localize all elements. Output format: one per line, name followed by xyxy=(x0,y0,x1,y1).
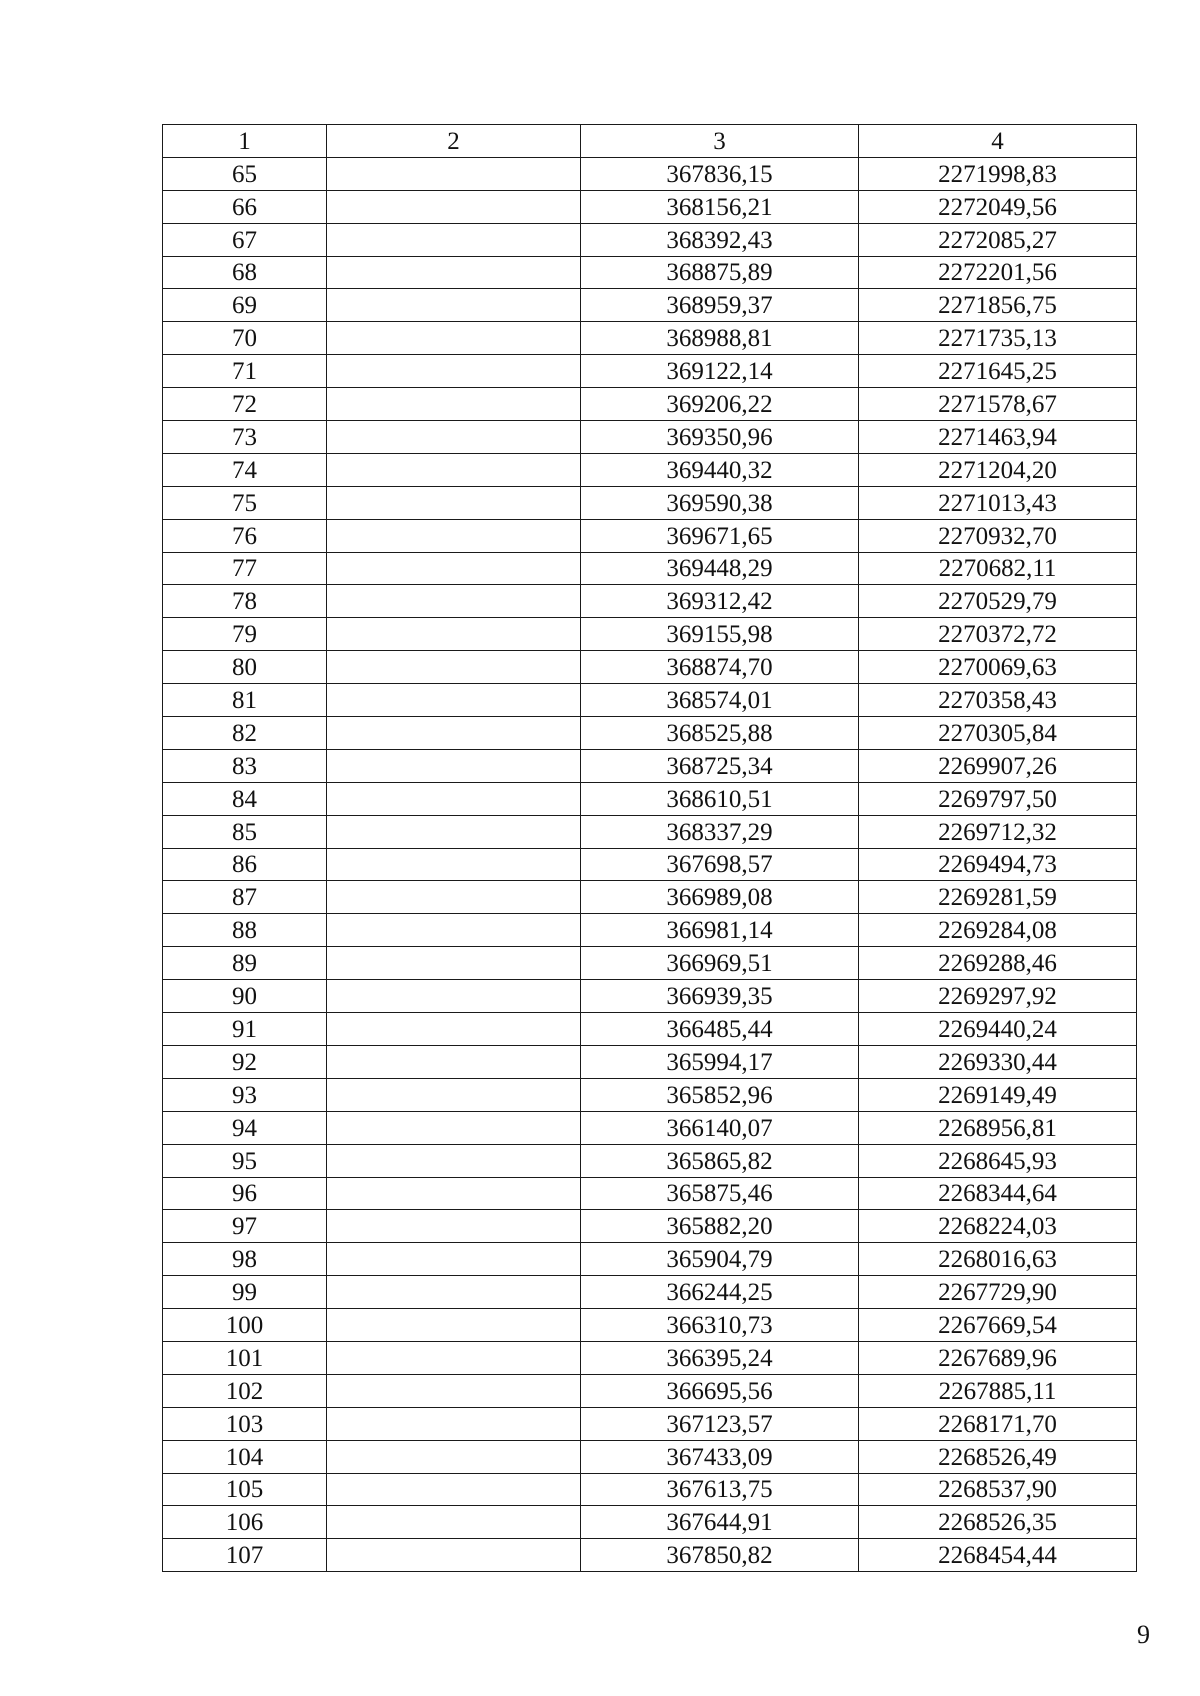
cell-coord-y: 2268526,35 xyxy=(859,1506,1137,1539)
cell-point-number: 98 xyxy=(163,1243,327,1276)
cell-empty xyxy=(327,519,581,552)
cell-coord-y: 2269330,44 xyxy=(859,1045,1137,1078)
table-row xyxy=(163,815,1137,848)
cell-empty xyxy=(327,749,581,782)
table-row xyxy=(163,914,1137,947)
cell-coord-y: 2270372,72 xyxy=(859,618,1137,651)
cell-coord-x: 368988,81 xyxy=(581,322,859,355)
cell-point-number: 99 xyxy=(163,1276,327,1309)
cell-coord-y: 2271645,25 xyxy=(859,355,1137,388)
cell-point-number: 104 xyxy=(163,1440,327,1473)
cell-coord-x: 366695,56 xyxy=(581,1374,859,1407)
cell-coord-x: 367433,09 xyxy=(581,1440,859,1473)
header-row xyxy=(163,125,1137,158)
cell-coord-x: 366485,44 xyxy=(581,1013,859,1046)
cell-coord-y: 2271463,94 xyxy=(859,421,1137,454)
cell-coord-y: 2270682,11 xyxy=(859,552,1137,585)
cell-point-number: 100 xyxy=(163,1309,327,1342)
cell-coord-y: 2267885,11 xyxy=(859,1374,1137,1407)
table-row xyxy=(163,684,1137,717)
cell-empty xyxy=(327,1341,581,1374)
cell-point-number: 84 xyxy=(163,782,327,815)
cell-coord-y: 2272085,27 xyxy=(859,223,1137,256)
table-row xyxy=(163,1013,1137,1046)
cell-empty xyxy=(327,1407,581,1440)
cell-coord-y: 2270932,70 xyxy=(859,519,1137,552)
cell-point-number: 65 xyxy=(163,157,327,190)
table-row xyxy=(163,1374,1137,1407)
table-row xyxy=(163,1243,1137,1276)
cell-empty xyxy=(327,881,581,914)
cell-point-number: 66 xyxy=(163,190,327,223)
table-row xyxy=(163,289,1137,322)
cell-coord-x: 368574,01 xyxy=(581,684,859,717)
cell-point-number: 95 xyxy=(163,1144,327,1177)
cell-coord-y: 2271013,43 xyxy=(859,486,1137,519)
cell-coord-x: 366989,08 xyxy=(581,881,859,914)
table-row xyxy=(163,1144,1137,1177)
cell-coord-x: 368337,29 xyxy=(581,815,859,848)
table-row xyxy=(163,388,1137,421)
table-row xyxy=(163,519,1137,552)
cell-coord-x: 369448,29 xyxy=(581,552,859,585)
cell-empty xyxy=(327,388,581,421)
cell-point-number: 83 xyxy=(163,749,327,782)
header-col-4: 4 xyxy=(859,125,1137,158)
cell-point-number: 107 xyxy=(163,1539,327,1572)
cell-point-number: 92 xyxy=(163,1045,327,1078)
cell-point-number: 72 xyxy=(163,388,327,421)
cell-point-number: 94 xyxy=(163,1111,327,1144)
cell-point-number: 90 xyxy=(163,980,327,1013)
cell-point-number: 74 xyxy=(163,453,327,486)
table-row xyxy=(163,947,1137,980)
cell-empty xyxy=(327,782,581,815)
cell-coord-x: 365875,46 xyxy=(581,1177,859,1210)
cell-coord-x: 366244,25 xyxy=(581,1276,859,1309)
cell-coord-x: 367123,57 xyxy=(581,1407,859,1440)
cell-empty xyxy=(327,914,581,947)
cell-empty xyxy=(327,848,581,881)
cell-point-number: 67 xyxy=(163,223,327,256)
cell-point-number: 68 xyxy=(163,256,327,289)
cell-coord-y: 2268526,49 xyxy=(859,1440,1137,1473)
cell-empty xyxy=(327,1506,581,1539)
cell-coord-y: 2268224,03 xyxy=(859,1210,1137,1243)
cell-empty xyxy=(327,1243,581,1276)
cell-point-number: 69 xyxy=(163,289,327,322)
cell-empty xyxy=(327,1111,581,1144)
cell-coord-x: 366310,73 xyxy=(581,1309,859,1342)
cell-coord-y: 2268016,63 xyxy=(859,1243,1137,1276)
cell-empty xyxy=(327,1440,581,1473)
table-row xyxy=(163,1210,1137,1243)
table-body xyxy=(163,157,1137,1571)
table-row xyxy=(163,355,1137,388)
table-row xyxy=(163,1539,1137,1572)
cell-coord-x: 367644,91 xyxy=(581,1506,859,1539)
cell-point-number: 103 xyxy=(163,1407,327,1440)
cell-coord-x: 366140,07 xyxy=(581,1111,859,1144)
cell-coord-x: 368392,43 xyxy=(581,223,859,256)
cell-point-number: 80 xyxy=(163,651,327,684)
cell-coord-y: 2271204,20 xyxy=(859,453,1137,486)
cell-point-number: 76 xyxy=(163,519,327,552)
cell-empty xyxy=(327,1374,581,1407)
header-col-1: 1 xyxy=(163,125,327,158)
cell-coord-x: 368525,88 xyxy=(581,717,859,750)
table-row xyxy=(163,1440,1137,1473)
cell-empty xyxy=(327,552,581,585)
cell-empty xyxy=(327,1177,581,1210)
cell-empty xyxy=(327,322,581,355)
table-row xyxy=(163,1309,1137,1342)
table-row xyxy=(163,223,1137,256)
cell-point-number: 86 xyxy=(163,848,327,881)
cell-empty xyxy=(327,585,581,618)
cell-point-number: 87 xyxy=(163,881,327,914)
cell-empty xyxy=(327,1144,581,1177)
cell-coord-y: 2268344,64 xyxy=(859,1177,1137,1210)
cell-coord-y: 2269297,92 xyxy=(859,980,1137,1013)
table-row xyxy=(163,453,1137,486)
table-row xyxy=(163,1276,1137,1309)
cell-coord-x: 368725,34 xyxy=(581,749,859,782)
table-row xyxy=(163,256,1137,289)
cell-point-number: 70 xyxy=(163,322,327,355)
table-row xyxy=(163,1111,1137,1144)
cell-coord-y: 2270069,63 xyxy=(859,651,1137,684)
cell-point-number: 73 xyxy=(163,421,327,454)
cell-coord-y: 2269284,08 xyxy=(859,914,1137,947)
cell-empty xyxy=(327,190,581,223)
cell-coord-y: 2270305,84 xyxy=(859,717,1137,750)
cell-point-number: 97 xyxy=(163,1210,327,1243)
table-row xyxy=(163,190,1137,223)
cell-coord-x: 366981,14 xyxy=(581,914,859,947)
cell-coord-x: 365882,20 xyxy=(581,1210,859,1243)
cell-coord-x: 368874,70 xyxy=(581,651,859,684)
cell-point-number: 105 xyxy=(163,1473,327,1506)
cell-coord-y: 2267669,54 xyxy=(859,1309,1137,1342)
cell-point-number: 88 xyxy=(163,914,327,947)
cell-coord-y: 2268537,90 xyxy=(859,1473,1137,1506)
cell-coord-x: 369206,22 xyxy=(581,388,859,421)
cell-coord-x: 366939,35 xyxy=(581,980,859,1013)
cell-coord-y: 2269288,46 xyxy=(859,947,1137,980)
table-row xyxy=(163,421,1137,454)
cell-empty xyxy=(327,980,581,1013)
cell-empty xyxy=(327,256,581,289)
cell-coord-x: 369122,14 xyxy=(581,355,859,388)
cell-empty xyxy=(327,453,581,486)
table-row xyxy=(163,1506,1137,1539)
cell-point-number: 78 xyxy=(163,585,327,618)
table-row xyxy=(163,552,1137,585)
cell-empty xyxy=(327,421,581,454)
cell-empty xyxy=(327,1210,581,1243)
cell-point-number: 82 xyxy=(163,717,327,750)
cell-coord-x: 369440,32 xyxy=(581,453,859,486)
cell-coord-y: 2271856,75 xyxy=(859,289,1137,322)
cell-coord-y: 2267689,96 xyxy=(859,1341,1137,1374)
cell-coord-x: 366969,51 xyxy=(581,947,859,980)
cell-coord-x: 368875,89 xyxy=(581,256,859,289)
table-row xyxy=(163,1078,1137,1111)
cell-coord-y: 2268171,70 xyxy=(859,1407,1137,1440)
cell-coord-x: 367850,82 xyxy=(581,1539,859,1572)
cell-point-number: 77 xyxy=(163,552,327,585)
cell-coord-y: 2268645,93 xyxy=(859,1144,1137,1177)
header-col-3: 3 xyxy=(581,125,859,158)
cell-coord-x: 368959,37 xyxy=(581,289,859,322)
cell-point-number: 93 xyxy=(163,1078,327,1111)
table-row xyxy=(163,486,1137,519)
cell-coord-y: 2269494,73 xyxy=(859,848,1137,881)
cell-empty xyxy=(327,1276,581,1309)
cell-coord-y: 2270529,79 xyxy=(859,585,1137,618)
cell-coord-x: 365904,79 xyxy=(581,1243,859,1276)
cell-empty xyxy=(327,1309,581,1342)
cell-point-number: 89 xyxy=(163,947,327,980)
cell-coord-x: 369671,65 xyxy=(581,519,859,552)
cell-coord-y: 2270358,43 xyxy=(859,684,1137,717)
cell-point-number: 75 xyxy=(163,486,327,519)
cell-empty xyxy=(327,289,581,322)
cell-empty xyxy=(327,1045,581,1078)
cell-coord-y: 2271998,83 xyxy=(859,157,1137,190)
cell-coord-y: 2272049,56 xyxy=(859,190,1137,223)
cell-coord-y: 2271578,67 xyxy=(859,388,1137,421)
cell-coord-x: 368156,21 xyxy=(581,190,859,223)
table-row xyxy=(163,717,1137,750)
cell-empty xyxy=(327,486,581,519)
cell-point-number: 81 xyxy=(163,684,327,717)
cell-empty xyxy=(327,355,581,388)
page-number: 9 xyxy=(1137,1620,1150,1649)
cell-coord-x: 365852,96 xyxy=(581,1078,859,1111)
coordinates-table xyxy=(162,124,1137,1572)
table-row xyxy=(163,848,1137,881)
table-row xyxy=(163,980,1137,1013)
cell-coord-y: 2269797,50 xyxy=(859,782,1137,815)
cell-point-number: 79 xyxy=(163,618,327,651)
cell-empty xyxy=(327,815,581,848)
cell-coord-y: 2271735,13 xyxy=(859,322,1137,355)
table-row xyxy=(163,1341,1137,1374)
table-header xyxy=(163,125,1137,158)
cell-empty xyxy=(327,947,581,980)
cell-coord-x: 369590,38 xyxy=(581,486,859,519)
cell-coord-y: 2272201,56 xyxy=(859,256,1137,289)
cell-empty xyxy=(327,1078,581,1111)
table-row xyxy=(163,1045,1137,1078)
cell-coord-y: 2267729,90 xyxy=(859,1276,1137,1309)
table-row xyxy=(163,1177,1137,1210)
cell-coord-y: 2269907,26 xyxy=(859,749,1137,782)
table-row xyxy=(163,749,1137,782)
cell-coord-x: 367698,57 xyxy=(581,848,859,881)
cell-coord-y: 2269149,49 xyxy=(859,1078,1137,1111)
table-row xyxy=(163,1473,1137,1506)
cell-point-number: 101 xyxy=(163,1341,327,1374)
table-row xyxy=(163,651,1137,684)
table-row xyxy=(163,322,1137,355)
cell-point-number: 102 xyxy=(163,1374,327,1407)
cell-empty xyxy=(327,618,581,651)
table-row xyxy=(163,618,1137,651)
cell-coord-x: 367613,75 xyxy=(581,1473,859,1506)
cell-point-number: 96 xyxy=(163,1177,327,1210)
cell-empty xyxy=(327,651,581,684)
cell-point-number: 85 xyxy=(163,815,327,848)
cell-coord-y: 2269281,59 xyxy=(859,881,1137,914)
cell-coord-x: 365994,17 xyxy=(581,1045,859,1078)
cell-empty xyxy=(327,223,581,256)
header-col-2: 2 xyxy=(327,125,581,158)
cell-coord-x: 367836,15 xyxy=(581,157,859,190)
table-row xyxy=(163,157,1137,190)
cell-point-number: 91 xyxy=(163,1013,327,1046)
cell-empty xyxy=(327,1013,581,1046)
cell-coord-y: 2269712,32 xyxy=(859,815,1137,848)
cell-empty xyxy=(327,717,581,750)
table-row xyxy=(163,782,1137,815)
cell-coord-y: 2269440,24 xyxy=(859,1013,1137,1046)
table-row xyxy=(163,881,1137,914)
table-row xyxy=(163,1407,1137,1440)
cell-coord-x: 369350,96 xyxy=(581,421,859,454)
cell-coord-y: 2268454,44 xyxy=(859,1539,1137,1572)
cell-coord-x: 368610,51 xyxy=(581,782,859,815)
cell-coord-x: 365865,82 xyxy=(581,1144,859,1177)
cell-coord-x: 369155,98 xyxy=(581,618,859,651)
cell-coord-y: 2268956,81 xyxy=(859,1111,1137,1144)
table-row xyxy=(163,585,1137,618)
cell-empty xyxy=(327,684,581,717)
cell-empty xyxy=(327,1473,581,1506)
cell-empty xyxy=(327,157,581,190)
cell-point-number: 106 xyxy=(163,1506,327,1539)
cell-point-number: 71 xyxy=(163,355,327,388)
cell-coord-x: 369312,42 xyxy=(581,585,859,618)
cell-empty xyxy=(327,1539,581,1572)
cell-coord-x: 366395,24 xyxy=(581,1341,859,1374)
